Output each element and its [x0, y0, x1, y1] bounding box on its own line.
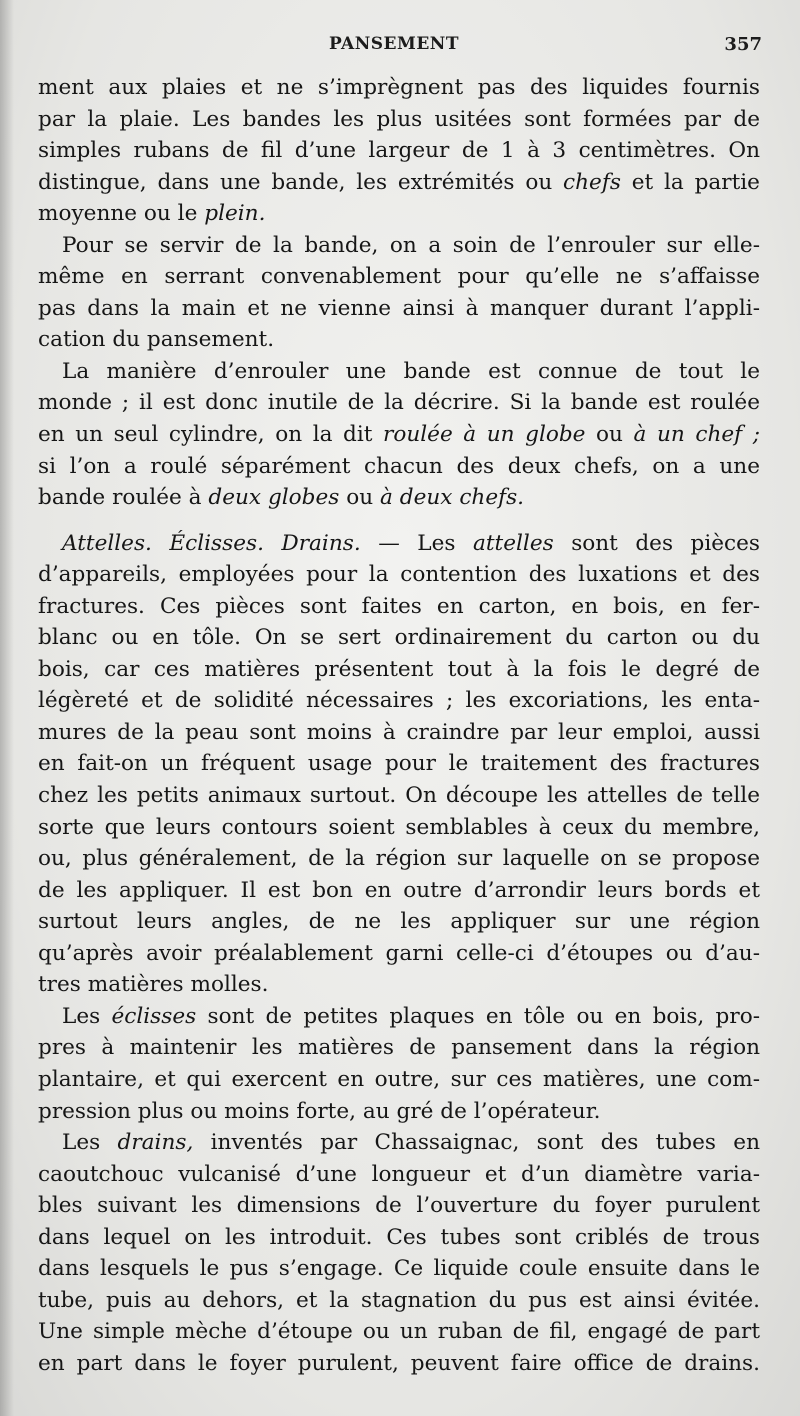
text-line: d’appareils, employées pour la contention des luxations et des	[38, 562, 760, 588]
text-line: pres à maintenir les matières de pansement dans la région	[38, 1035, 760, 1061]
text-line: fractures. Ces pièces sont faites en carton, en bois, en fer-	[38, 593, 760, 619]
text-line: Une simple mèche d’étoupe ou un ruban de fil, engagé de part	[38, 1319, 760, 1345]
text-line: pas dans la main et ne vienne ainsi à manquer durant l’appli-	[38, 295, 760, 321]
page-number: 357	[724, 34, 762, 55]
text-line: blanc ou en tôle. On se sert ordinairement du carton ou du	[38, 625, 760, 651]
text-line: si l’on a roulé séparément chacun des deux chefs, on a une	[38, 453, 760, 479]
text-line: sorte que leurs contours soient semblables à ceux du membre,	[38, 814, 760, 840]
text-line: plantaire, et qui exercent en outre, sur ces matières, une com-	[38, 1066, 760, 1092]
text-line: cation du pansement.	[38, 327, 275, 353]
text-line: ment aux plaies et ne s’imprègnent pas des liquides fournis	[38, 75, 760, 100]
section-heading-line: Attelles. Éclisses. Drains. — Les attelles sont des pièces	[62, 530, 760, 556]
text-line: distingue, dans une bande, les extrémités ou chefs et la partie	[38, 169, 760, 195]
text-line: bande roulée à deux globes ou à deux chefs.	[38, 485, 525, 511]
text-line: chez les petits animaux surtout. On découpe les attelles de telle	[38, 783, 760, 809]
paragraph-start: La manière d’enrouler une bande est connue de tout le	[62, 358, 760, 384]
text-line: en part dans le foyer purulent, peuvent faire office de drains.	[38, 1350, 760, 1376]
text-line: même en serrant convenablement pour qu’elle ne s’affaisse	[38, 264, 760, 290]
text-line: pression plus ou moins forte, au gré de l’opérateur.	[38, 1098, 601, 1124]
text-line: tube, puis au dehors, et la stagnation du pus est ainsi évitée.	[38, 1287, 760, 1313]
section-gap	[38, 514, 760, 528]
text-line: bois, car ces matières présentent tout à la fois le degré de	[38, 656, 760, 682]
text-line: dans lequel on les introduit. Ces tubes sont criblés de trous	[38, 1224, 760, 1250]
text-line: par la plaie. Les bandes les plus usitées sont formées par de	[38, 106, 760, 132]
paragraph-start: Les drains, inventés par Chassaignac, sont des tubes en	[62, 1130, 760, 1156]
text-line: qu’après avoir préalablement garni celle-ci d’étoupes ou d’au-	[38, 940, 760, 966]
text-line: moyenne ou le plein.	[38, 201, 266, 227]
text-line: simples rubans de fil d’une largeur de 1 à 3 centimètres. On	[38, 138, 760, 164]
text-line: en un seul cylindre, on la dit roulée à un globe ou à un chef ;	[38, 422, 760, 448]
text-line: caoutchouc vulcanisé d’une longueur et d’un diamètre varia-	[38, 1161, 760, 1187]
paragraph-start: Pour se servir de la bande, on a soin de l’enrouler sur elle-	[62, 232, 760, 258]
page-gutter-shadow	[0, 0, 14, 1416]
text-line: de les appliquer. Il est bon en outre d’arrondir leurs bords et	[38, 877, 760, 903]
text-line: surtout leurs angles, de ne les appliquer sur une région	[38, 909, 760, 935]
running-title: PANSEMENT	[329, 34, 459, 54]
page-header	[0, 34, 800, 58]
text-line: mures de la peau sont moins à craindre par leur emploi, aussi	[38, 719, 760, 745]
text-line: en fait-on un fréquent usage pour le traitement des fractures	[38, 751, 760, 777]
section-heading: Attelles. Éclisses. Drains.	[62, 530, 361, 556]
text-line: monde ; il est donc inutile de la décrire. Si la bande est roulée	[38, 390, 760, 416]
text-line: dans lesquels le pus s’engage. Ce liquide coule ensuite dans le	[38, 1256, 760, 1282]
text-line: légèreté et de solidité nécessaires ; les excoriations, les enta-	[38, 688, 760, 714]
paragraph-start: Les éclisses sont de petites plaques en tôle ou en bois, pro-	[62, 1003, 760, 1029]
body-text	[38, 72, 760, 1379]
text-line: ou, plus généralement, de la région sur laquelle on se propose	[38, 846, 760, 872]
text-line: bles suivant les dimensions de l’ouverture du foyer purulent	[38, 1193, 760, 1219]
text-line: tres matières molles.	[38, 972, 269, 998]
